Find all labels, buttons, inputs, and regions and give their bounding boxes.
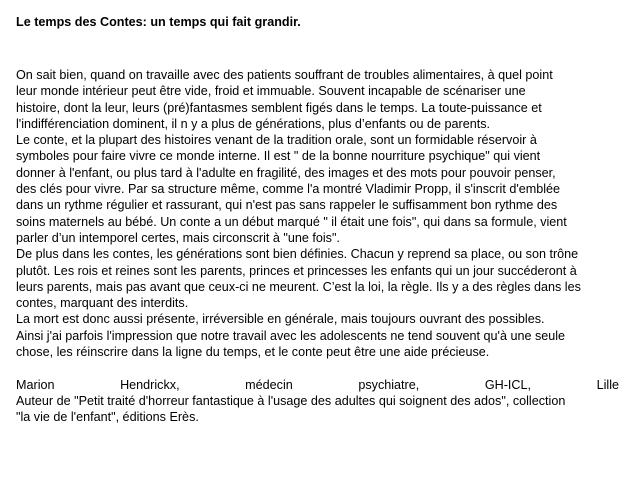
author-publication-line: "la vie de l'enfant", éditions Erès. [16,410,199,425]
text-line: La mort est donc aussi présente, irréversible en générale, mais toujours ouvrant des possibles. [16,312,545,327]
document-body [16,67,622,426]
text-line: plutôt. Les rois et reines sont les parents, princes et princesses les enfants qui un jour succéderont à [16,263,577,278]
paragraph-3 [16,246,622,311]
text-line: leurs parents, mais pas avant que ceux-ci ne meurent. C’est la loi, la règle. Ils y a des règles dans les [16,279,581,294]
text-line: soins maternels au bébé. Un conte a un début marqué " il était une fois", qui dans sa formule, vient [16,214,567,229]
paragraph-1 [16,67,622,132]
text-line: Le conte, et la plupart des histoires venant de la tradition orale, sont un formidable réservoir à [16,133,537,148]
text-line: Ainsi j'ai parfois l'impression que notre travail avec les adolescents ne tend souvent qu'à une seule [16,328,566,343]
text-line: leur monde intérieur peut être vide, froid et immuable. Souvent incapable de scénariser une [16,84,526,99]
signature-block [16,377,622,426]
text-line: symboles pour faire vivre ce monde interne. Il est " de la bonne nourriture psychique" qui vient [16,149,541,164]
text-line: dans un rythme régulier et rassurant, qui n'est pas sans rappeler le suffisamment bon rythme des [16,198,558,213]
author-publication-line: Auteur de "Petit traité d'horreur fantastique à l'usage des adultes qui soignent des ados", collection [16,393,566,408]
text-line: De plus dans les contes, les générations sont bien définies. Chacun y reprend sa place, ou son trône [16,247,579,262]
text-line: l'indifférenciation dominent, il n y a plus de générations, plus d’enfants ou de parents. [16,116,491,131]
author-city: Lille [596,377,619,392]
blank-line [16,360,622,376]
text-line: des clés pour vivre. Par sa structure même, comme l'a montré Vladimir Propp, il s'inscrit d'emblée [16,182,561,197]
author-role: médecin [245,377,293,392]
text-line: histoire, dont la leur, leurs (pré)fantasmes semblent figés dans le temps. La toute-puissance et [16,100,542,115]
text-line: chose, les réinscrire dans la ligne du temps, et le conte peut être une aide précieuse. [16,345,490,360]
document-page [16,14,622,425]
paragraph-2 [16,132,622,246]
author-first-name: Marion [16,377,55,392]
text-line: donner à l'enfant, ou plus tard à l'adulte en fragilité, des images et des mots pour pouvoir penser, [16,165,556,180]
author-specialty: psychiatre, [358,377,420,392]
text-line: contes, marquant des interdits. [16,296,189,311]
text-line: On sait bien, quand on travaille avec des patients souffrant de troubles alimentaires, à quel point [16,68,553,82]
author-institution: GH-ICL, [484,377,532,392]
text-line: parler d’un intemporel certes, mais circonscrit à "une fois". [16,230,340,245]
paragraph-4 [16,311,622,327]
paragraph-5 [16,328,622,361]
signature-line [16,377,619,393]
author-last-name: Hendrickx, [120,377,180,392]
document-title: Le temps des Contes: un temps qui fait grandir. [16,15,301,29]
